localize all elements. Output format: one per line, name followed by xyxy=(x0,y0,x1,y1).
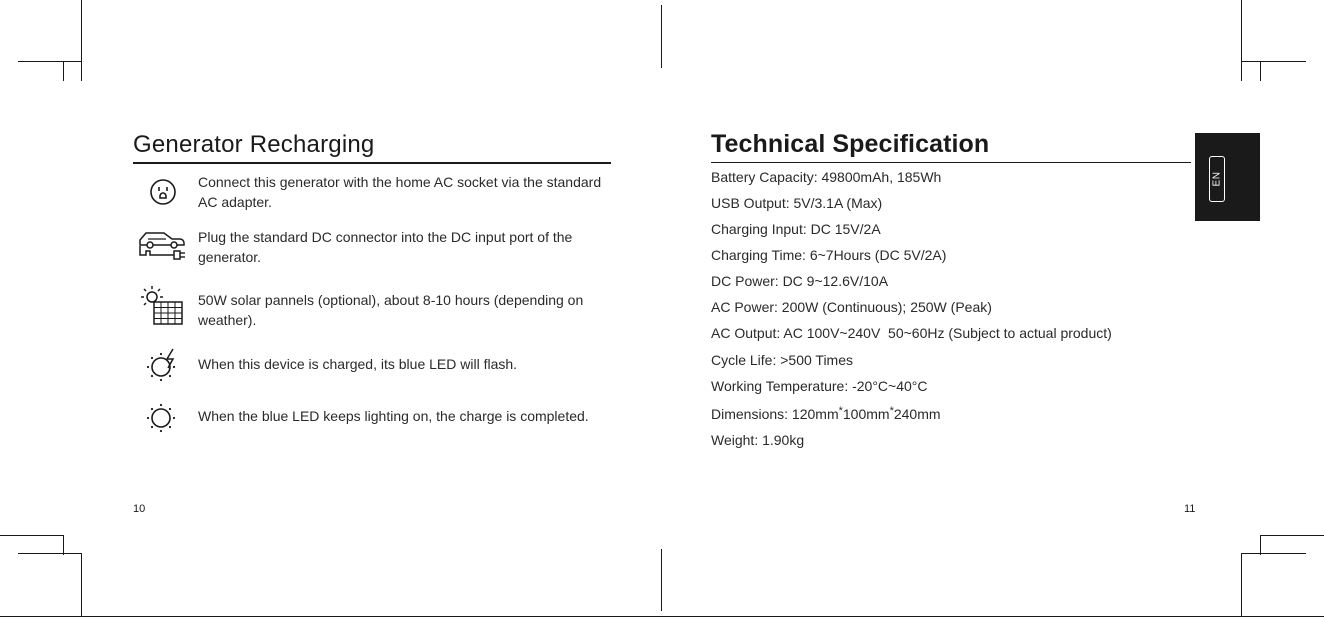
crop-mark xyxy=(1260,535,1261,555)
title-underline xyxy=(133,162,611,164)
crop-mark xyxy=(1241,553,1306,554)
crop-mark xyxy=(18,61,81,62)
spec-weight: Weight: 1.90kg xyxy=(711,432,805,448)
step-text-led-steady: When the blue LED keeps lighting on, the charge is completed. xyxy=(198,408,589,424)
spec-charging-input: Charging Input: DC 15V/2A xyxy=(711,221,881,237)
dimensions-middle: 100mm xyxy=(842,406,890,422)
crop-mark xyxy=(81,553,82,616)
crop-mark xyxy=(1241,61,1306,62)
title-underline xyxy=(711,162,1191,163)
crop-mark xyxy=(661,549,662,611)
dimensions-prefix: Dimensions: 120mm xyxy=(711,406,839,422)
spec-ac-output: AC Output: AC 100V~240V 50~60Hz (Subject to actual product) xyxy=(711,325,1112,341)
step-text-led-flash: When this device is charged, its blue LED will flash. xyxy=(198,356,518,372)
ac-socket-icon xyxy=(146,175,180,209)
crop-mark xyxy=(1241,553,1242,616)
crop-mark xyxy=(1260,61,1261,81)
spec-dc-power: DC Power: DC 9~12.6V/10A xyxy=(711,273,889,289)
dimensions-separator: * xyxy=(838,405,843,417)
crop-mark xyxy=(661,5,662,68)
page-title: Technical Specification xyxy=(711,130,990,158)
dimensions-suffix: 240mm xyxy=(893,406,941,422)
spec-cycle-life: Cycle Life: >500 Times xyxy=(711,352,854,368)
page-title: Generator Recharging xyxy=(133,131,375,158)
language-box xyxy=(1209,156,1225,202)
page-number: 10 xyxy=(133,503,146,515)
crop-mark xyxy=(63,61,64,81)
language-label: EN xyxy=(1211,171,1223,187)
step-text-ac: Connect this generator with the home AC socket via the standard AC adapter. xyxy=(198,174,602,210)
spec-working-temperature: Working Temperature: -20°C~40°C xyxy=(711,378,928,394)
crop-mark xyxy=(63,535,64,555)
solar-panel-icon xyxy=(138,285,188,327)
page-number: 11 xyxy=(1184,503,1196,515)
spec-dimensions xyxy=(711,405,941,422)
step-text-solar: 50W solar pannels (optional), about 8-10 hours (depending on weather). xyxy=(198,292,584,328)
page-bottom-edge xyxy=(0,616,1324,617)
crop-mark xyxy=(1241,0,1242,81)
crop-mark xyxy=(1260,535,1324,536)
step-text-dc: Plug the standard DC connector into the DC input port of the generator. xyxy=(198,229,573,265)
spec-battery-capacity: Battery Capacity: 49800mAh, 185Wh xyxy=(711,169,942,185)
led-steady-icon xyxy=(143,399,183,439)
spec-charging-time: Charging Time: 6~7Hours (DC 5V/2A) xyxy=(711,247,947,263)
led-flashing-icon xyxy=(143,345,183,385)
spec-ac-power: AC Power: 200W (Continuous); 250W (Peak) xyxy=(711,299,992,315)
crop-mark xyxy=(18,553,81,554)
crop-mark xyxy=(81,0,82,81)
dimensions-separator: * xyxy=(889,405,894,417)
crop-mark xyxy=(0,535,63,536)
car-dc-connector-icon xyxy=(136,226,188,262)
language-tab xyxy=(1195,133,1260,221)
spec-usb-output: USB Output: 5V/3.1A (Max) xyxy=(711,195,883,211)
